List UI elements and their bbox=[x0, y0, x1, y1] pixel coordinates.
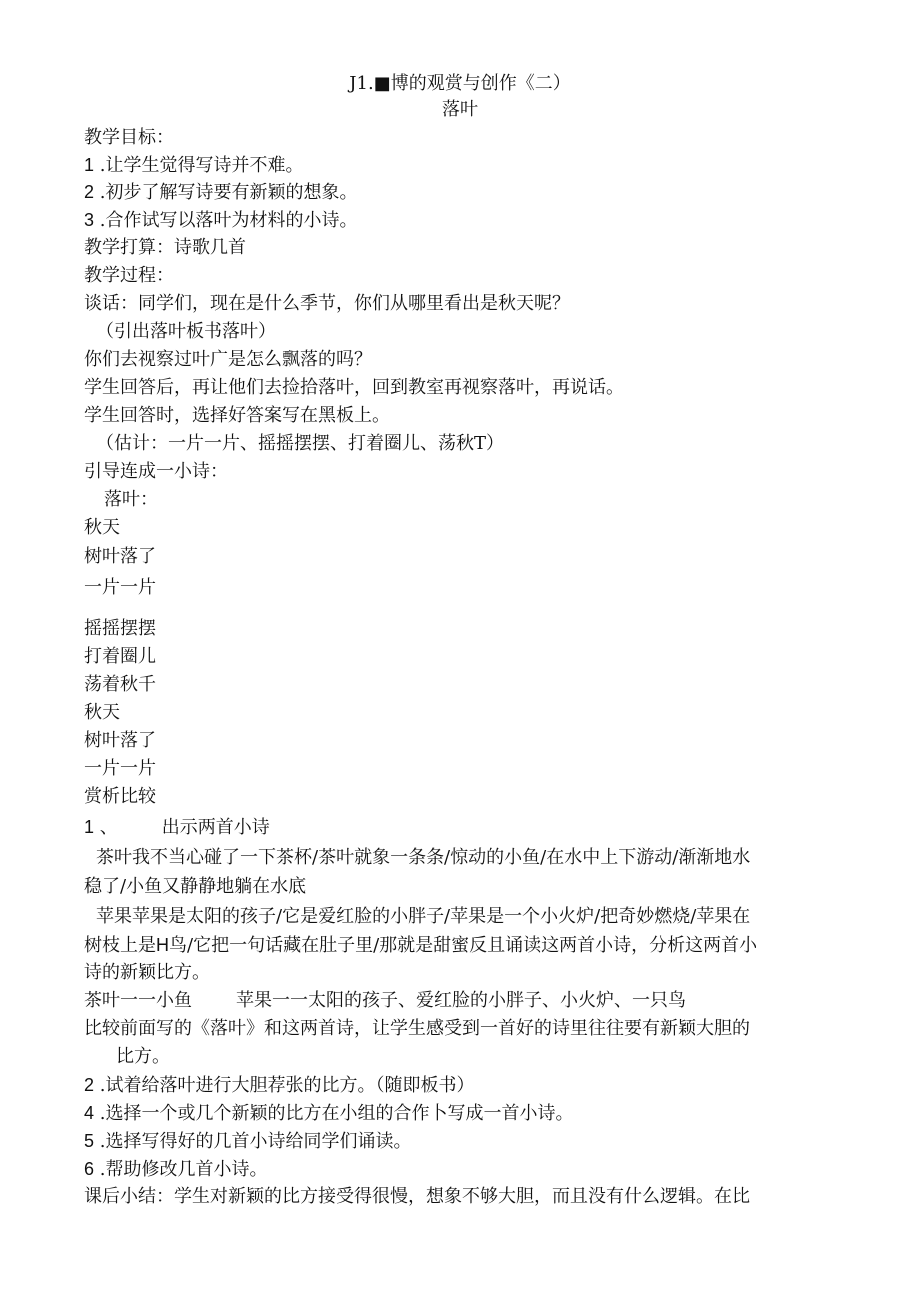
step-item bbox=[84, 1129, 411, 1153]
objective-number: 2 bbox=[84, 182, 95, 202]
objective-text: .合作试写以落叶为材料的小诗。 bbox=[94, 210, 358, 231]
step-text: .帮助修改几首小诗。 bbox=[94, 1159, 268, 1180]
apple-line2-h: H bbox=[156, 935, 169, 955]
guide-text: 引导连成一小诗： bbox=[84, 461, 228, 482]
step-text: .选择写得好的几首小诗给同学们诵读。 bbox=[94, 1131, 412, 1152]
compare-text-line: 比较前面写的《落叶》和这两首诗，让学生感受到一首好的诗里往往要有新颖大胆的 bbox=[84, 1018, 750, 1039]
poem-line: 秋天 bbox=[84, 702, 120, 723]
step-text: .选择一个或几个新颖的比方在小组的合作卜写成一首小诗。 bbox=[94, 1103, 574, 1124]
poem-line: 一片一片 bbox=[84, 577, 156, 598]
compare-line bbox=[84, 989, 686, 1013]
step-number: 4 bbox=[84, 1103, 95, 1123]
poem-title: 落叶： bbox=[104, 489, 158, 510]
process-heading: 教学过程： bbox=[84, 265, 174, 286]
objective-item bbox=[84, 153, 303, 177]
poem-line: 树叶落了 bbox=[84, 730, 156, 751]
tea-poem-line: 稳了/小鱼又静静地躺在水底 bbox=[84, 876, 307, 897]
poem-line: 打着圈儿 bbox=[84, 646, 156, 667]
preparation: 教学打算：诗歌几首 bbox=[84, 237, 246, 258]
compare-text-line: 比方。 bbox=[116, 1046, 170, 1067]
apple-line2-pre: 树枝上是 bbox=[84, 935, 156, 956]
step1 bbox=[84, 815, 270, 839]
step1-text: 出示两首小诗 bbox=[161, 817, 270, 838]
talk-text: 谈话：同学们，现在是什么季节，你们从哪里看出是秋天呢？ bbox=[84, 293, 570, 314]
step-number: 5 bbox=[84, 1131, 95, 1151]
poem-line: 一片一片 bbox=[84, 758, 156, 779]
doc-subtitle: 落叶 bbox=[442, 99, 478, 120]
objective-item bbox=[84, 180, 357, 204]
step-text: .试着给落叶进行大胆荐张的比方。（随即板书） bbox=[94, 1075, 475, 1096]
step-item bbox=[84, 1101, 573, 1125]
objective-text: .初步了解写诗要有新颖的想象。 bbox=[94, 182, 358, 203]
apple-poem-line: 苹果苹果是太阳的孩子/它是爱红脸的小胖子/苹果是一个小火炉/把奇妙燃烧/苹果在 bbox=[96, 906, 751, 927]
objectives-heading: 教学目标： bbox=[84, 127, 174, 148]
objective-item bbox=[84, 208, 357, 232]
on-answer-text: 学生回答时，选择好答案写在黑板上。 bbox=[84, 405, 390, 426]
poem-line: 秋天 bbox=[84, 517, 120, 538]
appreciate-heading: 赏析比较 bbox=[84, 786, 156, 807]
question-text: 你们去视察过叶广是怎么飘落的吗？ bbox=[84, 349, 372, 370]
poem-line: 摇摇摆摆 bbox=[84, 618, 156, 639]
apple-poem-line bbox=[84, 933, 757, 957]
step1-separator: 、 bbox=[94, 817, 118, 838]
summary-text: 课后小结：学生对新颖的比方接受得很慢，想象不够大胆，而且没有什么逻辑。在比 bbox=[84, 1186, 750, 1207]
poem-line: 树叶落了 bbox=[84, 546, 156, 567]
after-answer-text: 学生回答后，再让他们去捡拾落叶，回到教室再视察落叶，再说话。 bbox=[84, 377, 624, 398]
step-number: 6 bbox=[84, 1159, 95, 1179]
step-number: 2 bbox=[84, 1075, 95, 1095]
tea-poem-line: 茶叶我不当心碰了一下茶杯/茶叶就象一条条/惊动的小鱼/在水中上下游动/渐渐地水 bbox=[96, 847, 751, 868]
step-item bbox=[84, 1157, 267, 1181]
step1-number: 1 bbox=[84, 817, 95, 837]
compare-a: 茶叶一一小鱼 bbox=[84, 990, 192, 1011]
apple-line2-post: 鸟/它把一句话藏在肚子里/那就是甜蜜反且诵读这两首小诗，分析这两首小 bbox=[169, 935, 758, 956]
apple-poem-line: 诗的新颖比方。 bbox=[84, 962, 210, 983]
objective-text: .让学生觉得写诗并不难。 bbox=[94, 155, 304, 176]
doc-title: J1.■博的观赏与创作《二） bbox=[349, 73, 571, 94]
compare-b: 苹果一一太阳的孩子、爱红脸的小胖子、小火炉、一只鸟 bbox=[236, 990, 686, 1011]
step-item bbox=[84, 1073, 474, 1097]
estimate-text: （估计：一片一片、摇摇摆摆、打着圈儿、荡秋T） bbox=[96, 433, 505, 454]
objective-number: 3 bbox=[84, 210, 95, 230]
poem-line: 荡着秋千 bbox=[84, 674, 156, 695]
lead-out-text: （引出落叶板书落叶） bbox=[96, 321, 276, 342]
objective-number: 1 bbox=[84, 155, 95, 175]
